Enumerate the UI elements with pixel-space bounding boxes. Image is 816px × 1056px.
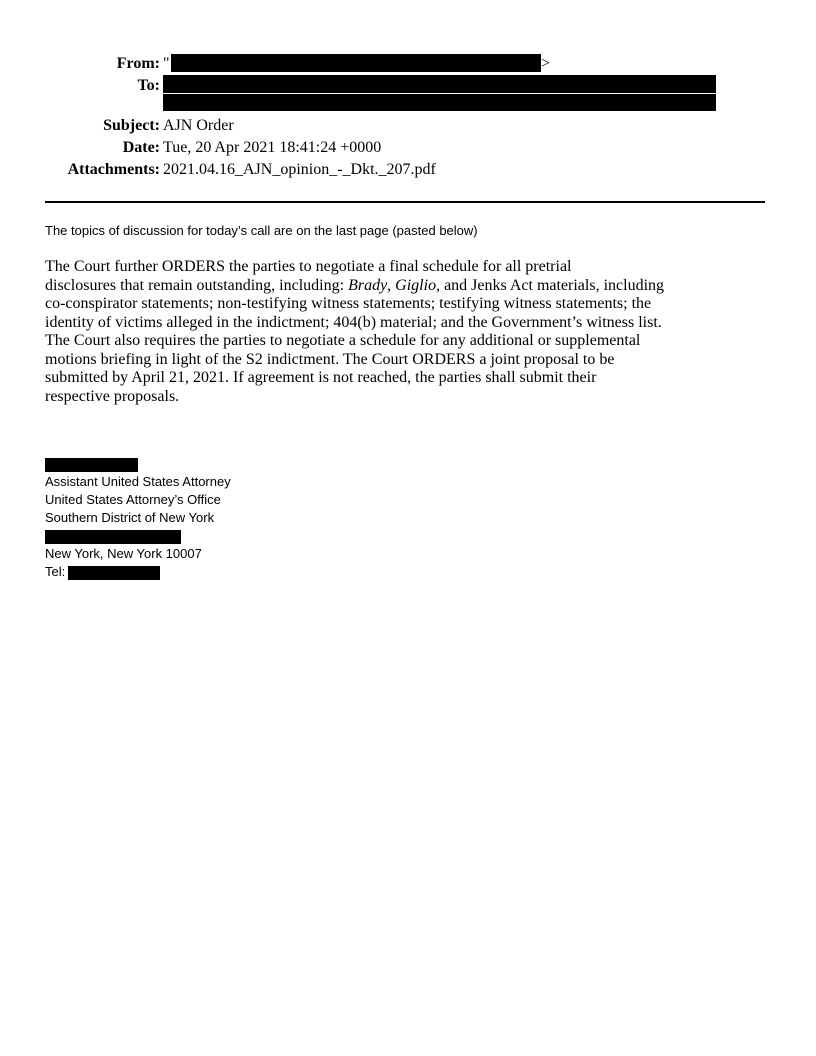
redaction-to-line-1: [163, 75, 716, 93]
subject-label: Subject:: [103, 117, 160, 134]
from-label: From:: [116, 55, 160, 72]
case-name-giglio: Giglio: [395, 276, 437, 294]
from-suffix: >: [541, 55, 551, 72]
redaction-to-line-2: [163, 94, 716, 111]
paragraph-line: co-conspirator statements; non-testifying witness statements; testifying witness statements; the: [45, 295, 652, 312]
date-label: Date:: [122, 139, 160, 156]
signature-title: Assistant United States Attorney: [45, 474, 231, 489]
court-order-paragraph: [45, 258, 685, 406]
redaction-from-address: [171, 54, 541, 72]
call-topics-note: The topics of discussion for today’s call are on the last page (pasted below): [45, 223, 478, 238]
date-value: Tue, 20 Apr 2021 18:41:24 +0000: [163, 139, 382, 156]
to-label: To:: [137, 77, 160, 94]
redaction-phone-number: [68, 566, 160, 580]
attachments-label: Attachments:: [67, 161, 160, 178]
redaction-street-address: [45, 530, 181, 544]
paragraph-line: motions briefing in light of the S2 indictment. The Court ORDERS a joint proposal to be: [45, 350, 615, 368]
paragraph-line: The Court also requires the parties to negotiate a schedule for any additional or supplemental: [45, 332, 641, 349]
redaction-signer-name: [45, 458, 138, 472]
signature-office: United States Attorney’s Office: [45, 492, 221, 507]
header-divider: [45, 201, 765, 203]
from-prefix: ": [163, 55, 170, 72]
attachment-filename: 2021.04.16_AJN_opinion_-_Dkt._207.pdf: [163, 161, 436, 178]
case-name-brady: Brady: [348, 276, 388, 294]
paragraph-text: ,: [387, 276, 396, 294]
signature-tel: [45, 563, 65, 581]
paragraph-line: The Court further ORDERS the parties to negotiate a final schedule for all pretrial: [45, 258, 572, 275]
paragraph-line: [45, 277, 685, 296]
paragraph-text: , and Jenks Act materials, including: [436, 276, 665, 294]
paragraph-line: respective proposals.: [45, 387, 180, 405]
tel-label: Tel:: [45, 564, 66, 579]
paragraph-text: disclosures that remain outstanding, including:: [45, 276, 349, 294]
signature-district: Southern District of New York: [45, 510, 215, 525]
paragraph-line: submitted by April 21, 2021. If agreement is not reached, the parties shall submit their: [45, 369, 597, 386]
paragraph-line: identity of victims alleged in the indictment; 404(b) material; and the Government’s witness list.: [45, 313, 662, 331]
signature-city: New York, New York 10007: [45, 546, 202, 561]
subject-value: AJN Order: [163, 117, 234, 134]
